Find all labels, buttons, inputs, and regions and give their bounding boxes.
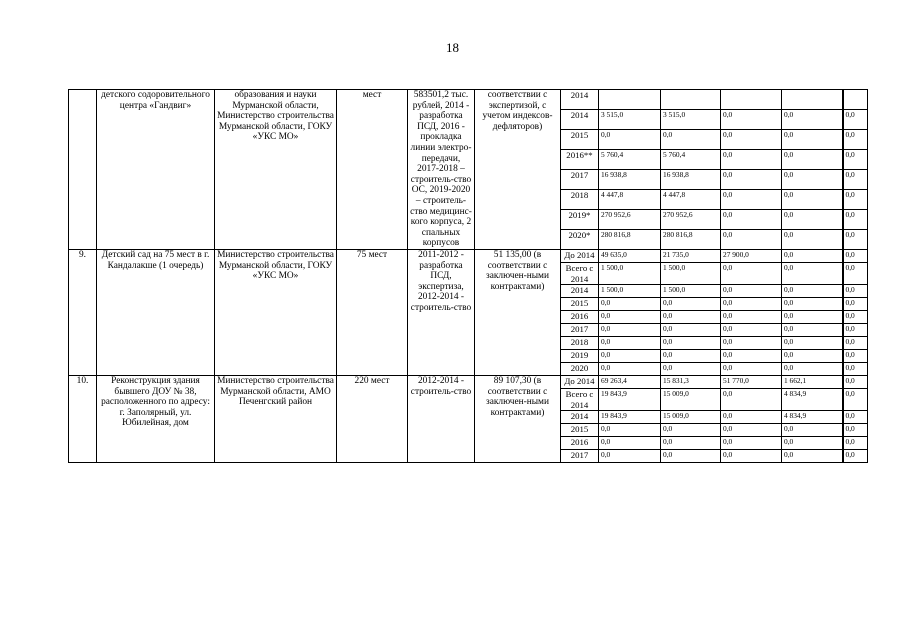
estimated-cost: 89 107,30 (в соответствии с заключен-ными контрактами) — [475, 376, 561, 463]
amount-cell: 0,0 — [843, 389, 868, 411]
year-cell: 2017 — [561, 169, 599, 189]
amount-cell: 0,0 — [661, 324, 721, 337]
amount-cell: 0,0 — [721, 129, 782, 149]
amount-cell: 0,0 — [843, 324, 868, 337]
amount-cell: 280 816,8 — [599, 229, 661, 249]
year-cell: 2016 — [561, 437, 599, 450]
page-number: 18 — [446, 40, 459, 55]
amount-cell: 27 900,0 — [721, 249, 782, 262]
amount-cell: 0,0 — [721, 209, 782, 229]
capacity: 75 мест — [337, 249, 408, 375]
amount-cell: 0,0 — [721, 298, 782, 311]
amount-cell: 0,0 — [599, 350, 661, 363]
amount-cell: 0,0 — [843, 298, 868, 311]
amount-cell: 1 500,0 — [661, 262, 721, 284]
year-cell: 2015 — [561, 424, 599, 437]
amount-cell: 1 500,0 — [599, 262, 661, 284]
amount-cell: 0,0 — [782, 262, 843, 284]
year-cell: 2020 — [561, 363, 599, 376]
amount-cell: 0,0 — [661, 311, 721, 324]
amount-cell: 0,0 — [599, 363, 661, 376]
amount-cell: 0,0 — [721, 424, 782, 437]
amount-cell: 0,0 — [782, 437, 843, 450]
amount-cell: 21 735,0 — [661, 249, 721, 262]
amount-cell: 0,0 — [782, 337, 843, 350]
amount-cell: 0,0 — [721, 411, 782, 424]
amount-cell: 0,0 — [599, 450, 661, 463]
amount-cell: 0,0 — [843, 311, 868, 324]
amount-cell: 0,0 — [843, 249, 868, 262]
amount-cell: 69 263,4 — [599, 376, 661, 389]
amount-cell: 0,0 — [782, 298, 843, 311]
estimated-cost: соответствии с экспертизой, с учетом индексов-дефляторов) — [475, 90, 561, 250]
amount-cell: 0,0 — [782, 129, 843, 149]
amount-cell: 0,0 — [782, 424, 843, 437]
amount-cell: 0,0 — [721, 324, 782, 337]
year-cell: 2019* — [561, 209, 599, 229]
amount-cell: 0,0 — [843, 229, 868, 249]
amount-cell: 1 500,0 — [599, 285, 661, 298]
amount-cell: 0,0 — [599, 311, 661, 324]
amount-cell: 0,0 — [599, 337, 661, 350]
amount-cell: 0,0 — [721, 189, 782, 209]
amount-cell: 0,0 — [782, 350, 843, 363]
amount-cell: 0,0 — [661, 363, 721, 376]
amount-cell — [599, 90, 661, 110]
amount-cell: 0,0 — [721, 437, 782, 450]
amount-cell — [782, 90, 843, 110]
amount-cell: 0,0 — [661, 424, 721, 437]
amount-cell: 19 843,9 — [599, 389, 661, 411]
year-cell: 2019 — [561, 350, 599, 363]
year-cell: 2014 — [561, 109, 599, 129]
estimated-cost: 51 135,00 (в соответствии с заключен-ными контрактами) — [475, 249, 561, 375]
amount-cell: 0,0 — [843, 450, 868, 463]
amount-cell: 0,0 — [721, 285, 782, 298]
amount-cell: 0,0 — [661, 350, 721, 363]
amount-cell: 0,0 — [843, 337, 868, 350]
amount-cell: 0,0 — [843, 209, 868, 229]
amount-cell: 0,0 — [782, 285, 843, 298]
amount-cell: 1 662,1 — [782, 376, 843, 389]
program-table — [68, 89, 868, 463]
amount-cell: 0,0 — [661, 337, 721, 350]
year-cell: До 2014 — [561, 249, 599, 262]
amount-cell: 5 760,4 — [599, 149, 661, 169]
amount-cell: 5 760,4 — [661, 149, 721, 169]
amount-cell: 0,0 — [843, 109, 868, 129]
amount-cell: 0,0 — [599, 324, 661, 337]
amount-cell: 0,0 — [782, 209, 843, 229]
row-number — [69, 90, 97, 250]
amount-cell: 15 831,3 — [661, 376, 721, 389]
amount-cell: 0,0 — [721, 389, 782, 411]
amount-cell: 16 938,8 — [661, 169, 721, 189]
amount-cell: 15 009,0 — [661, 411, 721, 424]
amount-cell: 0,0 — [721, 363, 782, 376]
amount-cell: 280 816,8 — [661, 229, 721, 249]
year-cell: Всего с 2014 — [561, 262, 599, 284]
period: 2011-2012 - разработка ПСД, экспертиза, 2012-2014 - строитель-ство — [408, 249, 475, 375]
amount-cell: 0,0 — [843, 376, 868, 389]
amount-cell: 19 843,9 — [599, 411, 661, 424]
period: 583501,2 тыс. рублей, 2014 - разработка ПСД, 2016 - прокладка линии электро-передачи, 2017-2018 – строитель-ство ОС, 2019-2020 – строитель-ство медицинс-кого корпуса, 2 спальных корпусов — [408, 90, 475, 250]
year-cell: 2018 — [561, 189, 599, 209]
year-cell: 2015 — [561, 129, 599, 149]
amount-cell: 0,0 — [599, 129, 661, 149]
customer: Министерство строительства Мурманской области, ГОКУ «УКС МО» — [215, 249, 337, 375]
table-body — [69, 90, 868, 463]
capacity: 220 мест — [337, 376, 408, 463]
year-cell: 2014 — [561, 90, 599, 110]
amount-cell: 0,0 — [661, 450, 721, 463]
year-cell: 2016** — [561, 149, 599, 169]
amount-cell: 3 515,0 — [661, 109, 721, 129]
amount-cell — [843, 90, 868, 110]
amount-cell: 0,0 — [843, 411, 868, 424]
amount-cell: 0,0 — [782, 249, 843, 262]
year-cell: 2015 — [561, 298, 599, 311]
capacity: мест — [337, 90, 408, 250]
amount-cell: 270 952,6 — [599, 209, 661, 229]
amount-cell: 0,0 — [782, 189, 843, 209]
amount-cell: 0,0 — [661, 437, 721, 450]
year-cell: 2017 — [561, 450, 599, 463]
row-number: 10. — [69, 376, 97, 463]
amount-cell: 0,0 — [661, 129, 721, 149]
amount-cell: 0,0 — [782, 109, 843, 129]
year-cell: 2020* — [561, 229, 599, 249]
amount-cell: 0,0 — [843, 189, 868, 209]
amount-cell: 0,0 — [599, 298, 661, 311]
customer: образования и науки Мурманской области, Министерство строительства Мурманской области, ГОКУ «УКС МО» — [215, 90, 337, 250]
amount-cell: 0,0 — [782, 324, 843, 337]
amount-cell: 0,0 — [721, 262, 782, 284]
amount-cell: 0,0 — [843, 149, 868, 169]
year-cell: 2014 — [561, 285, 599, 298]
year-cell: 2018 — [561, 337, 599, 350]
customer: Министерство строительства Мурманской области, АМО Печенгский район — [215, 376, 337, 463]
amount-cell: 0,0 — [843, 363, 868, 376]
year-cell: 2016 — [561, 311, 599, 324]
amount-cell: 0,0 — [843, 350, 868, 363]
amount-cell: 0,0 — [721, 169, 782, 189]
amount-cell: 4 447,8 — [661, 189, 721, 209]
amount-cell: 0,0 — [782, 229, 843, 249]
year-cell: Всего с 2014 — [561, 389, 599, 411]
table-row — [69, 90, 868, 110]
amount-cell: 4 447,8 — [599, 189, 661, 209]
amount-cell: 0,0 — [721, 337, 782, 350]
table-row — [69, 249, 868, 262]
amount-cell: 0,0 — [782, 363, 843, 376]
amount-cell: 49 635,0 — [599, 249, 661, 262]
amount-cell: 0,0 — [721, 229, 782, 249]
amount-cell: 4 834,9 — [782, 411, 843, 424]
amount-cell: 0,0 — [843, 262, 868, 284]
amount-cell: 16 938,8 — [599, 169, 661, 189]
row-number: 9. — [69, 249, 97, 375]
object-name: детского содоровительного центра «Гандвиг» — [97, 90, 215, 250]
amount-cell: 15 009,0 — [661, 389, 721, 411]
amount-cell: 0,0 — [721, 149, 782, 169]
amount-cell: 0,0 — [843, 437, 868, 450]
amount-cell: 3 515,0 — [599, 109, 661, 129]
amount-cell: 0,0 — [721, 311, 782, 324]
year-cell: 2014 — [561, 411, 599, 424]
year-cell: До 2014 — [561, 376, 599, 389]
amount-cell: 0,0 — [843, 285, 868, 298]
amount-cell: 0,0 — [782, 450, 843, 463]
amount-cell: 1 500,0 — [661, 285, 721, 298]
amount-cell: 0,0 — [782, 311, 843, 324]
object-name: Реконструкция здания бывшего ДОУ № 38, расположенного по адресу: г. Заполярный, ул. Юбилейная, дом — [97, 376, 215, 463]
period: 2012-2014 - строитель-ство — [408, 376, 475, 463]
year-cell: 2017 — [561, 324, 599, 337]
table-row — [69, 376, 868, 389]
amount-cell: 0,0 — [782, 169, 843, 189]
amount-cell: 0,0 — [843, 129, 868, 149]
object-name: Детский сад на 75 мест в г. Кандалакше (1 очередь) — [97, 249, 215, 375]
amount-cell: 0,0 — [843, 169, 868, 189]
amount-cell — [661, 90, 721, 110]
amount-cell — [721, 90, 782, 110]
amount-cell: 0,0 — [782, 149, 843, 169]
amount-cell: 0,0 — [661, 298, 721, 311]
amount-cell: 0,0 — [599, 437, 661, 450]
amount-cell: 0,0 — [721, 350, 782, 363]
amount-cell: 0,0 — [599, 424, 661, 437]
amount-cell: 51 770,0 — [721, 376, 782, 389]
amount-cell: 0,0 — [843, 424, 868, 437]
amount-cell: 4 834,9 — [782, 389, 843, 411]
amount-cell: 0,0 — [721, 109, 782, 129]
amount-cell: 0,0 — [721, 450, 782, 463]
amount-cell: 270 952,6 — [661, 209, 721, 229]
